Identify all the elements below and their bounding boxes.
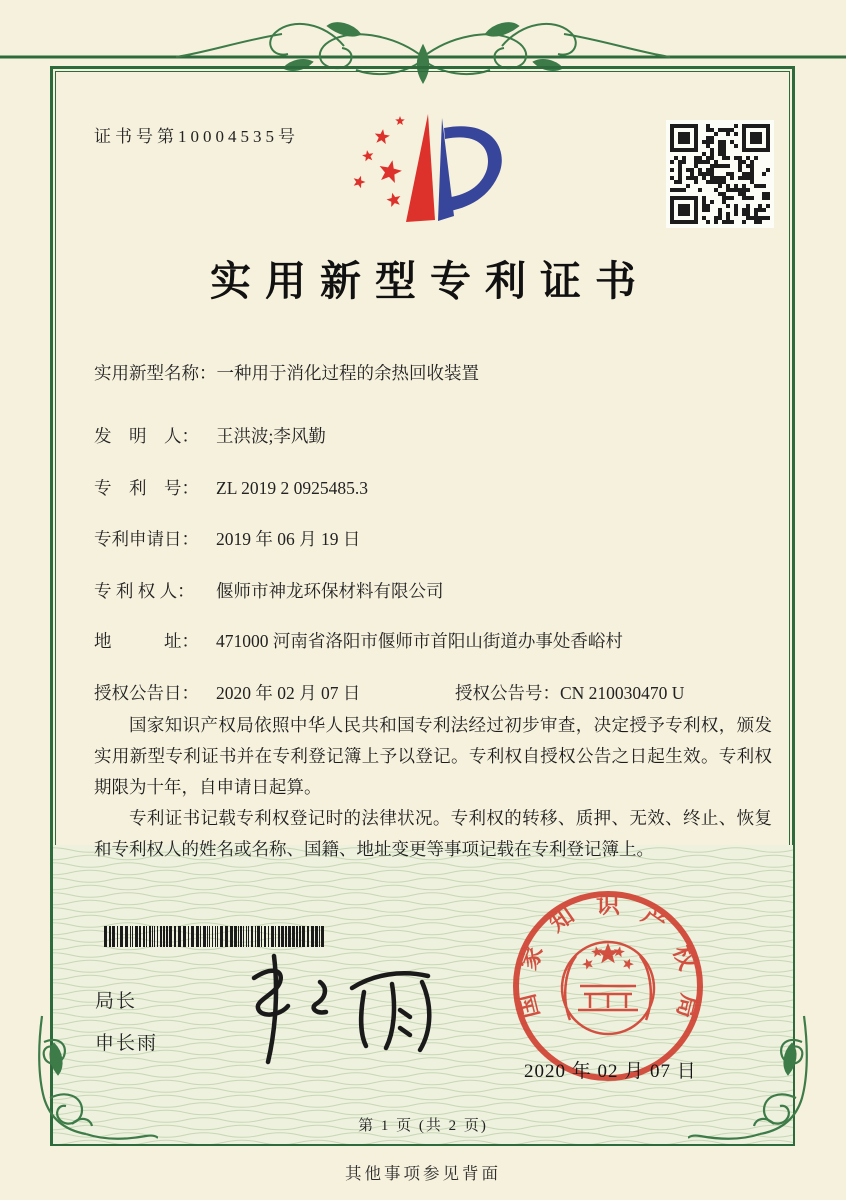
cnipa-logo-icon xyxy=(338,108,508,234)
barcode xyxy=(104,926,328,947)
field-label: 专 利 权 人： xyxy=(94,581,195,601)
officer-name: 申长雨 xyxy=(95,1033,159,1054)
field-inventor xyxy=(94,423,326,448)
legal-body-text xyxy=(94,710,772,865)
field-value: ZL 2019 2 0925485.3 xyxy=(216,478,368,498)
qr-code xyxy=(666,120,774,228)
seal-date: 2020 年 02 月 07 日 xyxy=(524,1061,697,1082)
field-value: 2020 年 02 月 07 日 xyxy=(216,683,361,703)
seal-text: 国家知识产权局 xyxy=(513,892,703,1021)
field-label: 地 址： xyxy=(94,631,199,651)
signature-handwriting xyxy=(220,948,470,1068)
field-grant-number xyxy=(455,680,684,705)
field-grant-date xyxy=(94,680,774,705)
field-label: 专利申请日： xyxy=(94,529,199,549)
certificate-number: 证书号第10004535号 xyxy=(94,127,299,146)
field-patentee xyxy=(94,578,444,603)
field-address xyxy=(94,628,623,653)
field-value: 471000 河南省洛阳市偃师市首阳山街道办事处香峪村 xyxy=(216,631,623,651)
field-value: 王洪波;李风勤 xyxy=(216,426,326,446)
field-patent-number xyxy=(94,475,368,500)
field-label: 专 利 号： xyxy=(94,478,199,498)
field-value: CN 210030470 U xyxy=(560,683,685,703)
field-value: 偃师市神龙环保材料有限公司 xyxy=(216,581,444,601)
legal-paragraph-1: 国家知识产权局依照中华人民共和国专利法经过初步审查，决定授予专利权，颁发实用新型专利证书并在专利登记簿上予以登记。专利权自授权公告之日起生效。专利权期限为十年，自申请日起算。 xyxy=(94,715,772,797)
field-value: 2019 年 06 月 19 日 xyxy=(216,529,361,549)
field-label: 实用新型名称： xyxy=(94,363,217,383)
certificate-title: 实用新型专利证书 xyxy=(210,258,650,304)
field-utility-model-name xyxy=(94,360,479,385)
officer-title: 局长 xyxy=(95,991,138,1012)
legal-paragraph-2: 专利证书记载专利权登记时的法律状况。专利权的转移、质押、无效、终止、恢复和专利权人的姓名或名称、国籍、地址变更等事项记载在专利登记簿上。 xyxy=(94,808,772,859)
field-filing-date xyxy=(94,526,360,551)
field-label: 发 明 人： xyxy=(94,426,199,446)
field-label: 授权公告日： xyxy=(94,683,199,703)
field-label: 授权公告号： xyxy=(455,683,560,703)
page-number: 第 1 页 (共 2 页) xyxy=(358,1118,488,1134)
field-value: 一种用于消化过程的余热回收装置 xyxy=(216,363,479,383)
footer-note: 其他事项参见背面 xyxy=(345,1164,501,1183)
